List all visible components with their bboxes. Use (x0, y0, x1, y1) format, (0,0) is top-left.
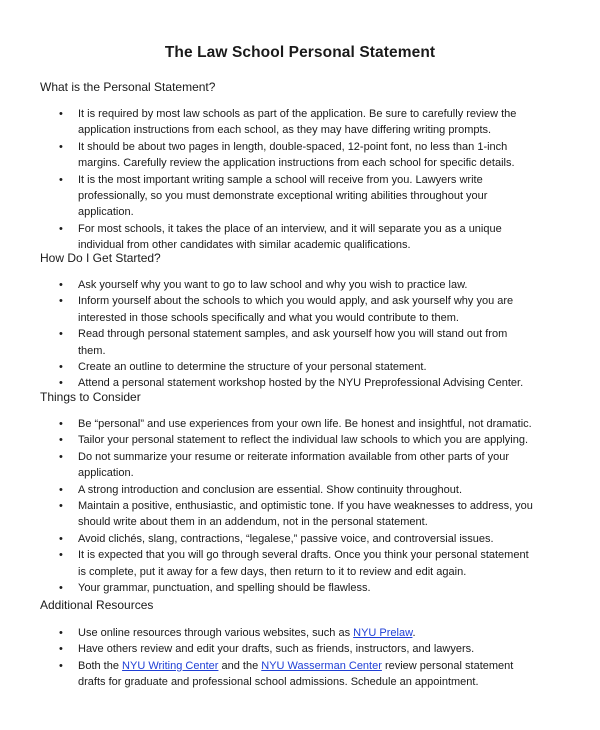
list-item: • Create an outline to determine the structure of your personal statement. (0, 359, 535, 375)
list-item: • Use online resources through various websites, such as NYU Prelaw. (0, 625, 535, 641)
nyu-prelaw-link[interactable]: NYU Prelaw (353, 627, 413, 639)
nyu-wasserman-center-link[interactable]: NYU Wasserman Center (261, 659, 382, 672)
bullet-icon: • (59, 500, 63, 513)
bullet-icon: • (59, 450, 63, 463)
bullet-icon: • (59, 532, 63, 545)
section-list-things-to-consider (0, 416, 600, 596)
section-heading-what-is: What is the Personal Statement? (40, 80, 216, 94)
list-item: • Inform yourself about the schools to which you would apply, and ask yourself why you are interested in those schools specifically and what you would contribute to them. (59, 295, 514, 324)
section-list-get-started (0, 277, 600, 392)
section-heading-things-to-consider: Things to Consider (40, 390, 141, 404)
list-item: • It is the most important writing sample a school will receive from you. Lawyers write professionally, so you must demonstrate exceptional writing abilities throughout your application. (59, 173, 488, 219)
bullet-icon: • (59, 140, 63, 153)
section-list-additional-resources (0, 625, 600, 691)
bullet-icon: • (59, 483, 63, 496)
bullet-icon: • (59, 222, 63, 235)
bullet-icon: • (59, 434, 63, 447)
bullet-icon: • (59, 328, 63, 341)
bullet-icon: • (59, 627, 63, 639)
list-item: • Attend a personal statement workshop hosted by the NYU Preprofessional Advising Center. (0, 375, 535, 391)
list-item: • It is required by most law schools as part of the application. Be sure to carefully review the application instructions from each school, as they may have differing writing prompts. (59, 108, 517, 137)
bullet-icon: • (59, 643, 63, 656)
bullet-icon: • (59, 377, 63, 390)
section-heading-additional-resources: Additional Resources (40, 598, 154, 612)
list-item: • Your grammar, punctuation, and spelling should be flawless. (0, 580, 535, 596)
list-item: • For most schools, it takes the place of an interview, and it will separate you as a unique individual from other candidates with similar academic qualifications. (59, 222, 502, 252)
list-item: • Avoid clichés, slang, contractions, “legalese,” passive voice, and controversial issues. (0, 531, 535, 547)
bullet-icon: • (59, 279, 63, 291)
bullet-icon: • (59, 549, 63, 562)
list-item: • Maintain a positive, enthusiastic, and optimistic tone. If you have weaknesses to address, you should write about them in an addendum, not in the personal statement. (59, 500, 533, 529)
nyu-writing-center-link[interactable]: NYU Writing Center (122, 659, 219, 672)
bullet-icon: • (59, 418, 63, 430)
list-item: • It should be about two pages in length, double-spaced, 12-point font, no less than 1-inch margins. Carefully review the application instructions from each school for specific details. (59, 140, 515, 170)
list-item: • Both the NYU Writing Center and the NYU Wasserman Center review personal statement drafts for graduate and professional school admissions. Schedule an appointment. (59, 659, 514, 689)
list-item: • Ask yourself why you want to go to law school and why you wish to practice law. (0, 277, 535, 293)
list-item: • Tailor your personal statement to reflect the individual law schools to which you are applying. (0, 432, 535, 448)
section-heading-get-started: How Do I Get Started? (40, 251, 161, 265)
list-item: • Read through personal statement samples, and ask yourself how you will stand out from them. (59, 328, 508, 357)
document-title: The Law School Personal Statement (164, 44, 436, 61)
bullet-icon: • (59, 173, 63, 186)
list-item: • Be “personal” and use experiences from your own life. Be honest and insightful, not dramatic. (0, 416, 535, 432)
list-item: • It is expected that you will go through several drafts. Once you think your personal statement is complete, put it away for a few days, then return to it to review and edit again. (59, 549, 529, 578)
bullet-icon: • (59, 582, 63, 595)
bullet-icon: • (59, 659, 63, 672)
bullet-icon: • (59, 361, 63, 374)
list-item: • A strong introduction and conclusion are essential. Show continuity throughout. (0, 482, 535, 498)
section-list-what-is (0, 106, 600, 254)
list-item: • Do not summarize your resume or reiterate information available from other parts of your application. (59, 450, 510, 480)
list-item: • Have others review and edit your drafts, such as friends, instructors, and lawyers. (0, 641, 535, 657)
bullet-icon: • (59, 108, 63, 120)
bullet-icon: • (59, 295, 63, 308)
